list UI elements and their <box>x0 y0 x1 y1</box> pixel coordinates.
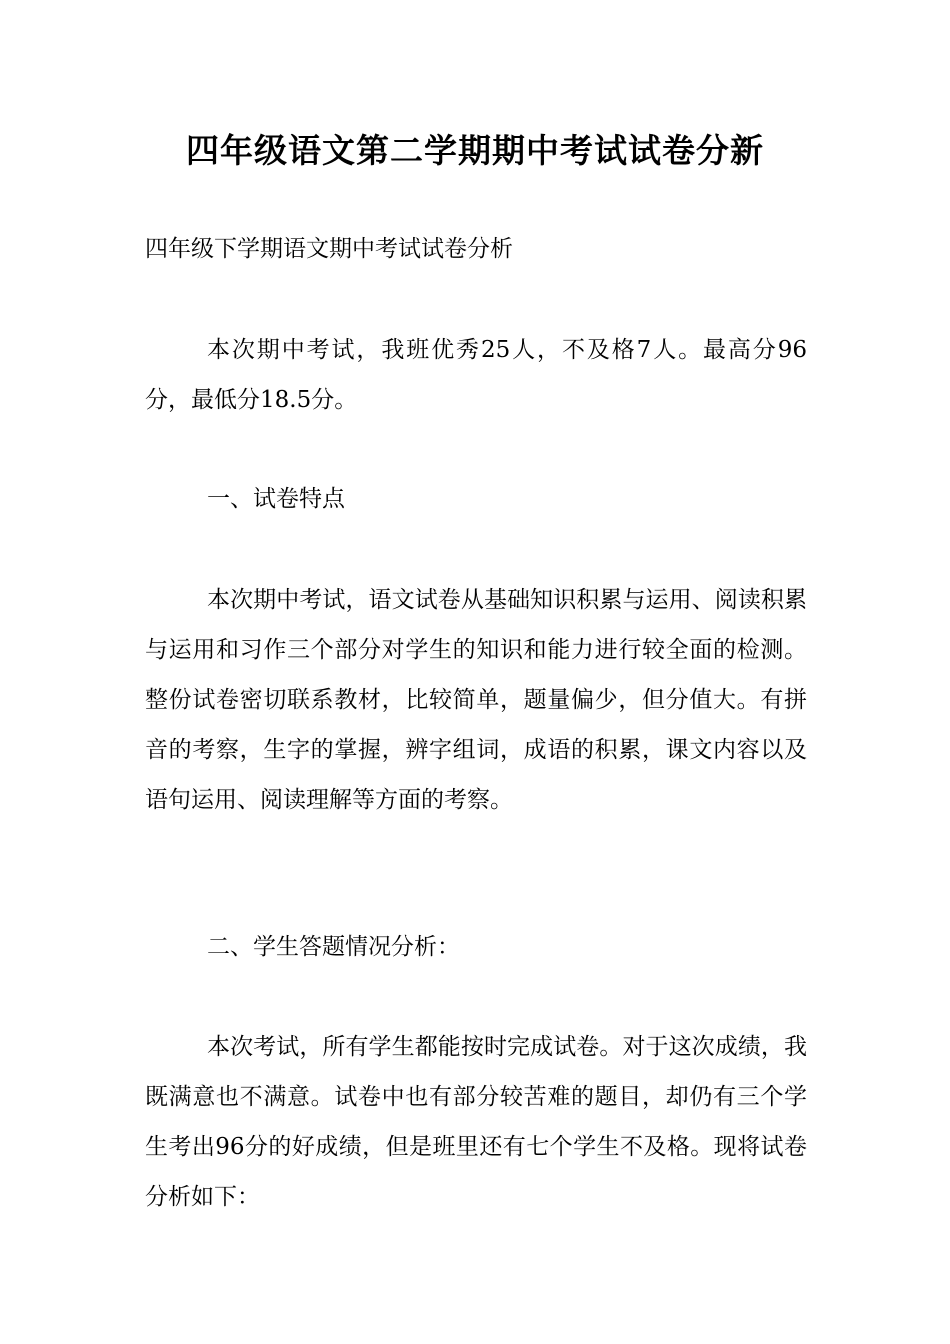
section-heading-answer-analysis: 二、学生答题情况分析： <box>207 934 460 960</box>
paragraph-answer-analysis: 本次考试，所有学生都能按时完成试卷。对于这次成绩，我既满意也不满意。试卷中也有部分较苦难的题目，却仍有三个学生考出96分的好成绩，但是班里还有七个学生不及格。现将试卷分析如下： <box>145 1034 807 1210</box>
paragraph-paper-features: 本次期中考试，语文试卷从基础知识积累与运用、阅读积累与运用和习作三个部分对学生的知识和能力进行较全面的检测。整份试卷密切联系教材，比较简单，题量偏少，但分值大。有拼音的考察，生字的掌握，辨字组词，成语的积累，课文内容以及语句运用、阅读理解等方面的考察。 <box>145 587 807 813</box>
document-subtitle: 四年级下学期语文期中考试试卷分析 <box>145 236 513 262</box>
section-heading-paper-features: 一、试卷特点 <box>207 486 345 512</box>
paragraph-results: 本次期中考试，我班优秀25人，不及格7人。最高分96分，最低分18.5分。 <box>145 337 807 413</box>
document-title: 四年级语文第二学期期中考试试卷分新 <box>186 131 764 170</box>
